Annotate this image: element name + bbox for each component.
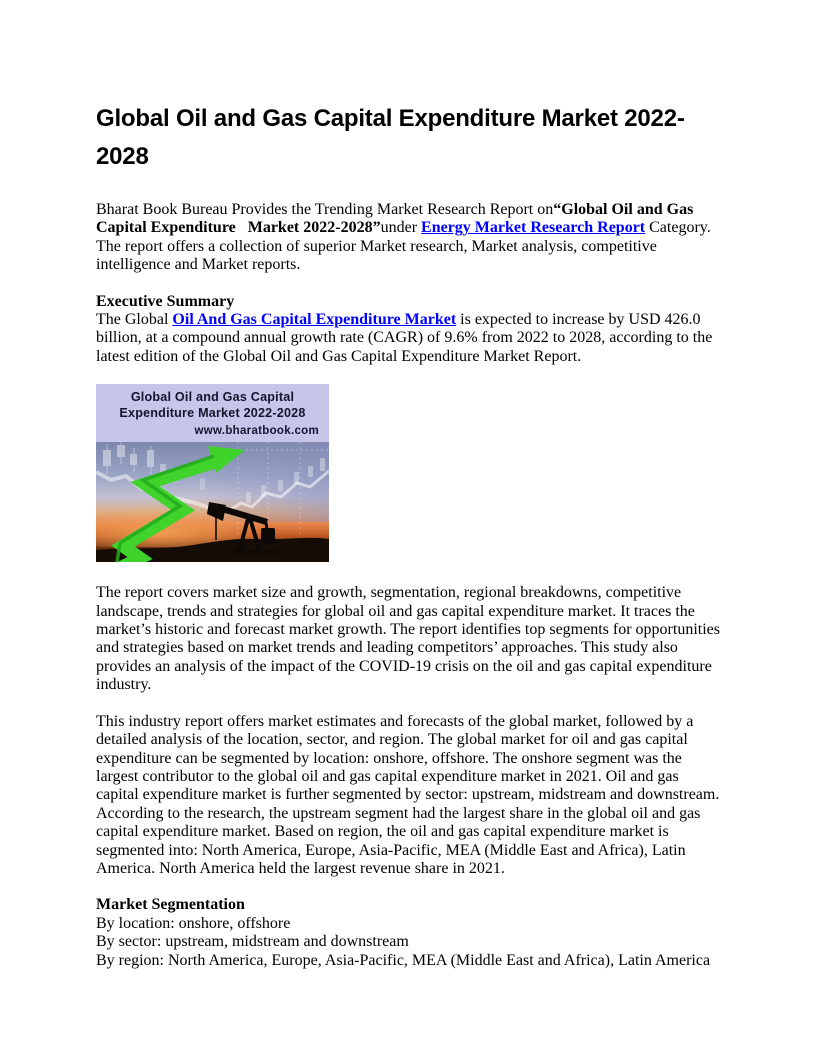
market-segmentation-heading: Market Segmentation bbox=[96, 896, 245, 914]
banner-title-text: Global Oil and Gas Capital Expenditure Market 2022-2028 bbox=[119, 390, 306, 420]
segmentation-by-location: By location: onshore, offshore bbox=[96, 914, 291, 932]
page-title: Global Oil and Gas Capital Expenditure Market 2022-2028 bbox=[96, 105, 685, 170]
segmentation-by-region: By region: North America, Europe, Asia-Pacific, MEA (Middle East and Africa), Latin America bbox=[96, 951, 711, 969]
oil-field-photo bbox=[96, 442, 329, 562]
banner-website-url: www.bharatbook.com bbox=[194, 425, 319, 438]
segmentation-by-sector: By sector: upstream, midstream and downstream bbox=[96, 933, 409, 951]
oil-and-gas-capex-market-link[interactable]: Oil And Gas Capital Expenditure Market bbox=[172, 311, 457, 329]
executive-summary-paragraph bbox=[96, 311, 720, 366]
report-coverage-paragraph: The report covers market size and growth, segmentation, regional breakdowns, competitive landscape, trends and strategies for global oil and gas capital expenditure market. It traces the market’s historic and forecast market growth. The report identifies top segments for opportunities and strategies based on market trends and leading competitors’ approaches. This study also provides an analysis of the impact of the COVID-19 crisis on the oil and gas capital expenditure industry. bbox=[96, 584, 720, 694]
intro-text-1: Bharat Book Bureau Provides the Trending Market Research Report on bbox=[96, 201, 554, 218]
banner-header bbox=[96, 384, 329, 442]
intro-paragraph bbox=[96, 201, 720, 275]
report-banner-image bbox=[96, 384, 329, 562]
summary-text-1: The Global bbox=[96, 311, 173, 329]
intro-report-name-bold: “Global Oil and Gas Capital Expenditure Market 2022-2028” bbox=[96, 201, 698, 237]
industry-report-paragraph: This industry report offers market estimates and forecasts of the global market, followed by a detailed analysis of the location, sector, and region. The global market for oil and gas capital expenditure can be segmented by location: onshore, offshore. The onshore segment was the largest contributor to the global oil and gas capital expenditure market in 2021. Oil and gas capital expenditure market is further segmented by sector: upstream, midstream and downstream. According to the research, the upstream segment had the largest share in the global oil and gas capital expenditure market. Based on region, the oil and gas capital expenditure market is segmented into: North America, Europe, Asia-Pacific, MEA (Middle East and Africa), Latin America. North America held the largest revenue share in 2021. bbox=[96, 712, 720, 877]
summary-text-2: is expected to increase by USD 426.0 billion, at a compound annual growth rate (CAGR) of 9.6% from 2022 to 2028, according to the latest edition of the Global Oil and Gas Capital Expenditure Market Report. bbox=[96, 311, 713, 365]
executive-summary-heading: Executive Summary bbox=[96, 292, 235, 310]
intro-text-3: Category. The report offers a collection of superior Market research, Market analysis, competitive intelligence and Market reports. bbox=[96, 219, 711, 274]
energy-market-research-report-link[interactable]: Energy Market Research Report bbox=[421, 219, 646, 237]
intro-text-2: under bbox=[380, 219, 422, 237]
